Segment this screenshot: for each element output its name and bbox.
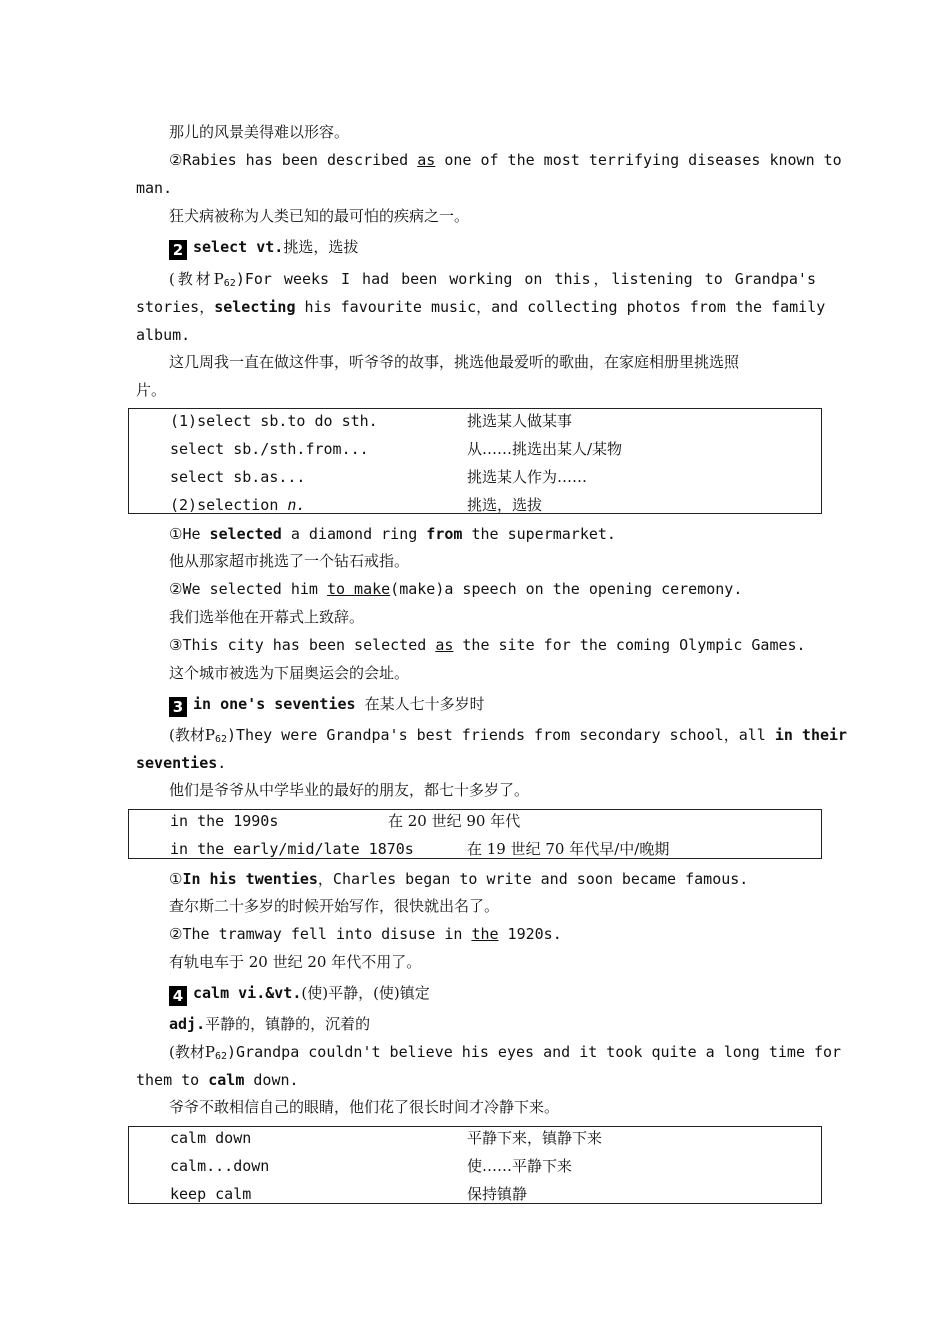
- translation-text: 这个城市被选为下届奥运会的会址。: [169, 664, 410, 682]
- translation-text: 他们是爷爷从中学毕业的最好的朋友，都七十多岁了。: [169, 781, 530, 799]
- textbook-source-cont: seventies.: [136, 754, 227, 772]
- example-sentence: ②The tramway fell into disuse in the 1920s.: [169, 925, 562, 943]
- translation-text: 查尔斯二十多岁的时候开始写作，很快就出名了。: [169, 897, 500, 915]
- item-number: 4: [169, 986, 187, 1006]
- textbook-source-cont: them to calm down.: [136, 1071, 299, 1089]
- example-sentence: ②We selected him to make(make)a speech on the opening ceremony.: [169, 580, 743, 598]
- usage-table: (1)select sb.to do sth. 挑选某人做某事 select sb./sth.from... 从……挑选出某人/某物 select sb.as... 挑选某人作为…… (2)selection n. 挑选，选拔: [128, 408, 822, 514]
- translation-text: 狂犬病被称为人类已知的最可怕的疾病之一。: [169, 207, 470, 225]
- usage-table: calm down 平静下来，镇静下来 calm...down 使……平静下来 keep calm 保持镇静: [128, 1126, 822, 1204]
- example-sentence-cont: man.: [136, 179, 173, 197]
- translation-text-cont: 片。: [136, 381, 167, 399]
- translation-text: 他从那家超市挑选了一个钻石戒指。: [169, 552, 410, 570]
- example-sentence: ①In his twenties，Charles began to write and soon became famous.: [169, 870, 749, 888]
- item-number: 3: [169, 697, 187, 717]
- example-sentence: ①He selected a diamond ring from the supermarket.: [169, 525, 616, 543]
- vocab-heading: 2 select vt.挑选，选拔: [169, 237, 849, 260]
- textbook-source-cont: album.: [136, 326, 191, 344]
- example-sentence: ③This city has been selected as the site for the coming Olympic Games.: [169, 636, 806, 654]
- translation-text: 这几周我一直在做这件事，听爷爷的故事，挑选他最爱听的歌曲，在家庭相册里挑选照: [169, 353, 740, 371]
- translation-text: 有轨电车于 20 世纪 20 年代不用了。: [169, 953, 422, 971]
- example-sentence: ②Rabies has been described as one of the most terrifying diseases known to: [169, 151, 842, 169]
- textbook-source-cont: stories，selecting his favourite music，and collecting photos from the family: [136, 298, 826, 316]
- translation-text: 那儿的风景美得难以形容。: [169, 123, 350, 141]
- textbook-source: (教材$P_{62})For$ weeks I had been working on this，listening to Grandpa's: [169, 270, 816, 289]
- vocab-heading: 3 in one's seventies 在某人七十多岁时: [169, 694, 849, 717]
- translation-text: 爷爷不敢相信自己的眼睛，他们花了很长时间才冷静下来。: [169, 1098, 560, 1116]
- textbook-source: (教材$P_{62})They$ were Grandpa's best friends from secondary school，all in their: [169, 726, 848, 745]
- usage-table: in the 1990s 在 20 世纪 90 年代 in the early/mid/late 1870s 在 19 世纪 70 年代早/中/晚期: [128, 809, 822, 859]
- vocab-heading: 4 calm vi.&vt.(使)平静，(使)镇定: [169, 983, 849, 1006]
- adjective-meaning: adj.平静的，镇静的，沉着的: [169, 1015, 371, 1033]
- translation-text: 我们选举他在开幕式上致辞。: [169, 608, 365, 626]
- textbook-source: (教材$P_{62})Grandpa$ couldn't believe his eyes and it took quite a long time for: [169, 1043, 842, 1062]
- item-number: 2: [169, 240, 187, 260]
